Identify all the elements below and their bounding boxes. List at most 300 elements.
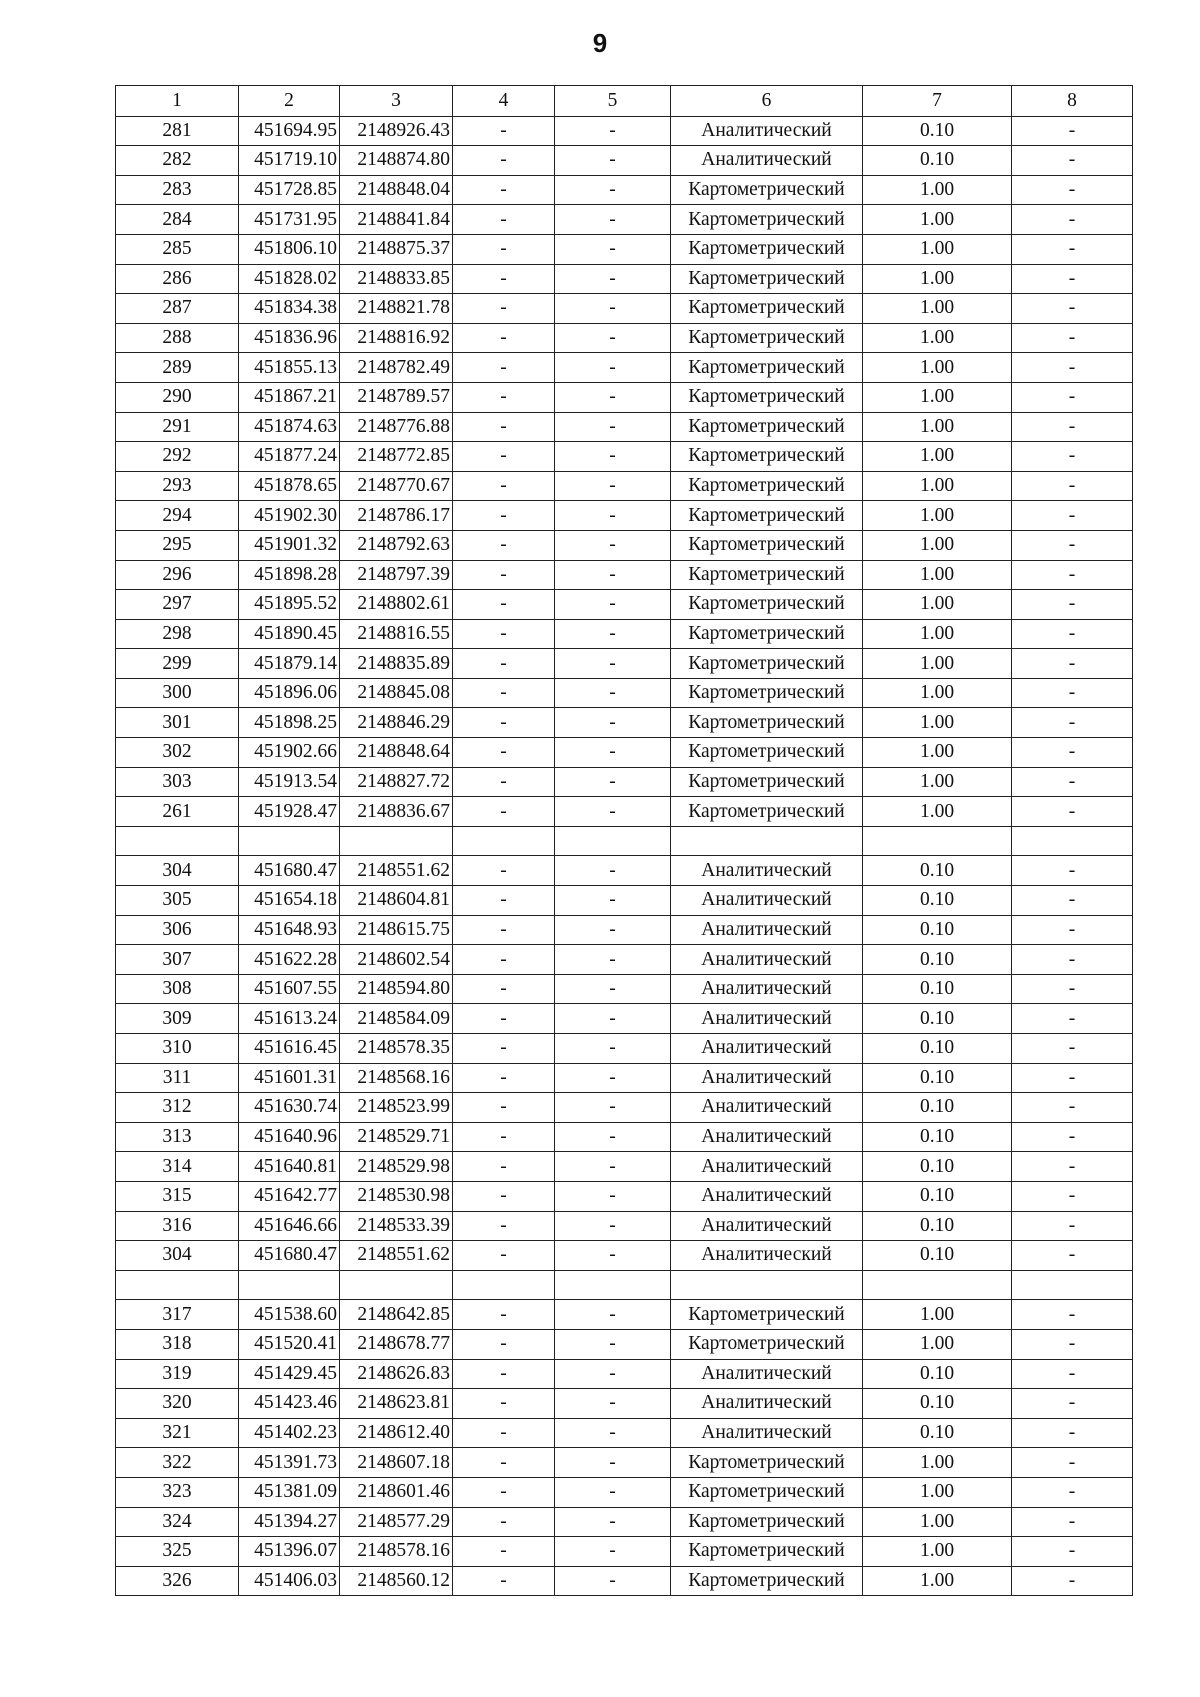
- col-5-value-cell: -: [555, 1122, 671, 1152]
- col-8-value-cell: -: [1012, 294, 1133, 324]
- table-row: [116, 826, 1133, 856]
- y-coordinate-cell: 2148560.12: [340, 1566, 453, 1596]
- col-5-value-cell: -: [555, 501, 671, 531]
- accuracy-cell: 0.10: [863, 1004, 1012, 1034]
- col-8-value-cell: -: [1012, 1122, 1133, 1152]
- table-row: [116, 590, 1133, 620]
- point-number-cell: 287: [116, 294, 239, 324]
- col-8-value-cell: -: [1012, 738, 1133, 768]
- col-8-value-cell: -: [1012, 412, 1133, 442]
- col-8-value-cell: -: [1012, 442, 1133, 472]
- x-coordinate-cell: 451654.18: [239, 886, 340, 916]
- method-cell: Аналитический: [671, 146, 863, 176]
- accuracy-cell: 1.00: [863, 353, 1012, 383]
- point-number-cell: 318: [116, 1329, 239, 1359]
- accuracy-cell: 0.10: [863, 1152, 1012, 1182]
- col-5-value-cell: -: [555, 767, 671, 797]
- accuracy-cell: 1.00: [863, 264, 1012, 294]
- col-8-value-cell: -: [1012, 1537, 1133, 1567]
- point-number-cell: 284: [116, 205, 239, 235]
- point-number-cell: 289: [116, 353, 239, 383]
- coordinates-table: [115, 85, 1133, 1596]
- x-coordinate-cell: 451867.21: [239, 382, 340, 412]
- col-4-value-cell: -: [453, 1389, 555, 1419]
- col-4-value-cell: -: [453, 1093, 555, 1123]
- accuracy-cell: 1.00: [863, 678, 1012, 708]
- col-8-value-cell: -: [1012, 234, 1133, 264]
- method-cell: Картометрический: [671, 294, 863, 324]
- col-4-value-cell: -: [453, 974, 555, 1004]
- method-cell: Аналитический: [671, 1359, 863, 1389]
- accuracy-cell: 1.00: [863, 530, 1012, 560]
- x-coordinate-cell: 451601.31: [239, 1063, 340, 1093]
- col-5-value-cell: -: [555, 1063, 671, 1093]
- x-coordinate-cell: 451828.02: [239, 264, 340, 294]
- x-coordinate-cell: 451902.30: [239, 501, 340, 531]
- col-5-value-cell: -: [555, 1152, 671, 1182]
- point-number-cell: 305: [116, 886, 239, 916]
- table-row: [116, 915, 1133, 945]
- table-row: [116, 886, 1133, 916]
- point-number-cell: 319: [116, 1359, 239, 1389]
- col-4-value-cell: -: [453, 1566, 555, 1596]
- x-coordinate-cell: 451640.81: [239, 1152, 340, 1182]
- method-cell: [671, 826, 863, 856]
- col-5-value-cell: -: [555, 116, 671, 146]
- x-coordinate-cell: 451640.96: [239, 1122, 340, 1152]
- table-row: [116, 501, 1133, 531]
- col-8-value-cell: -: [1012, 560, 1133, 590]
- x-coordinate-cell: 451895.52: [239, 590, 340, 620]
- col-8-value-cell: -: [1012, 1181, 1133, 1211]
- point-number-cell: 308: [116, 974, 239, 1004]
- col-5-value-cell: -: [555, 1300, 671, 1330]
- accuracy-cell: 1.00: [863, 1507, 1012, 1537]
- method-cell: Картометрический: [671, 797, 863, 827]
- y-coordinate-cell: 2148874.80: [340, 146, 453, 176]
- y-coordinate-cell: 2148530.98: [340, 1181, 453, 1211]
- y-coordinate-cell: 2148772.85: [340, 442, 453, 472]
- accuracy-cell: 0.10: [863, 116, 1012, 146]
- y-coordinate-cell: 2148612.40: [340, 1418, 453, 1448]
- point-number-cell: 309: [116, 1004, 239, 1034]
- accuracy-cell: 1.00: [863, 797, 1012, 827]
- col-8-value-cell: -: [1012, 1211, 1133, 1241]
- accuracy-cell: 0.10: [863, 945, 1012, 975]
- x-coordinate-cell: [239, 826, 340, 856]
- col-5-value-cell: -: [555, 323, 671, 353]
- x-coordinate-cell: 451396.07: [239, 1537, 340, 1567]
- col-8-value-cell: -: [1012, 264, 1133, 294]
- y-coordinate-cell: 2148678.77: [340, 1329, 453, 1359]
- method-cell: Аналитический: [671, 1181, 863, 1211]
- col-5-value-cell: -: [555, 471, 671, 501]
- x-coordinate-cell: 451719.10: [239, 146, 340, 176]
- accuracy-cell: 0.10: [863, 1181, 1012, 1211]
- table-header: [116, 86, 1133, 117]
- header-col-8: 8: [1012, 86, 1133, 117]
- point-number-cell: 322: [116, 1448, 239, 1478]
- accuracy-cell: 1.00: [863, 205, 1012, 235]
- point-number-cell: [116, 1270, 239, 1300]
- table-row: [116, 1122, 1133, 1152]
- method-cell: Картометрический: [671, 412, 863, 442]
- accuracy-cell: 1.00: [863, 1329, 1012, 1359]
- method-cell: Аналитический: [671, 1093, 863, 1123]
- y-coordinate-cell: 2148848.64: [340, 738, 453, 768]
- x-coordinate-cell: 451648.93: [239, 915, 340, 945]
- x-coordinate-cell: 451890.45: [239, 619, 340, 649]
- accuracy-cell: 1.00: [863, 767, 1012, 797]
- col-4-value-cell: -: [453, 116, 555, 146]
- col-5-value-cell: -: [555, 1448, 671, 1478]
- accuracy-cell: 1.00: [863, 471, 1012, 501]
- point-number-cell: 290: [116, 382, 239, 412]
- point-number-cell: 299: [116, 649, 239, 679]
- col-4-value-cell: -: [453, 1152, 555, 1182]
- col-5-value-cell: -: [555, 175, 671, 205]
- col-4-value-cell: -: [453, 1359, 555, 1389]
- method-cell: Картометрический: [671, 1537, 863, 1567]
- col-5-value-cell: -: [555, 708, 671, 738]
- y-coordinate-cell: 2148776.88: [340, 412, 453, 442]
- col-8-value-cell: -: [1012, 1566, 1133, 1596]
- col-4-value-cell: -: [453, 738, 555, 768]
- x-coordinate-cell: 451901.32: [239, 530, 340, 560]
- col-5-value-cell: -: [555, 294, 671, 324]
- point-number-cell: 304: [116, 856, 239, 886]
- y-coordinate-cell: 2148642.85: [340, 1300, 453, 1330]
- col-5-value-cell: -: [555, 530, 671, 560]
- col-8-value-cell: -: [1012, 1448, 1133, 1478]
- method-cell: Аналитический: [671, 1122, 863, 1152]
- col-4-value-cell: -: [453, 1507, 555, 1537]
- col-5-value-cell: -: [555, 590, 671, 620]
- method-cell: Картометрический: [671, 1329, 863, 1359]
- col-5-value-cell: -: [555, 205, 671, 235]
- method-cell: Аналитический: [671, 1241, 863, 1271]
- col-4-value-cell: -: [453, 767, 555, 797]
- accuracy-cell: 1.00: [863, 1537, 1012, 1567]
- point-number-cell: 304: [116, 1241, 239, 1271]
- col-4-value-cell: -: [453, 412, 555, 442]
- table-row: [116, 353, 1133, 383]
- y-coordinate-cell: 2148875.37: [340, 234, 453, 264]
- y-coordinate-cell: 2148821.78: [340, 294, 453, 324]
- y-coordinate-cell: 2148604.81: [340, 886, 453, 916]
- header-col-6: 6: [671, 86, 863, 117]
- x-coordinate-cell: [239, 1270, 340, 1300]
- accuracy-cell: 1.00: [863, 649, 1012, 679]
- table-row: [116, 146, 1133, 176]
- y-coordinate-cell: 2148846.29: [340, 708, 453, 738]
- col-4-value-cell: -: [453, 530, 555, 560]
- accuracy-cell: 1.00: [863, 234, 1012, 264]
- col-5-value-cell: -: [555, 442, 671, 472]
- table-row: [116, 412, 1133, 442]
- col-4-value-cell: -: [453, 205, 555, 235]
- method-cell: Картометрический: [671, 471, 863, 501]
- point-number-cell: 286: [116, 264, 239, 294]
- x-coordinate-cell: 451381.09: [239, 1477, 340, 1507]
- y-coordinate-cell: 2148845.08: [340, 678, 453, 708]
- col-8-value-cell: -: [1012, 1152, 1133, 1182]
- method-cell: Картометрический: [671, 353, 863, 383]
- col-4-value-cell: -: [453, 1300, 555, 1330]
- x-coordinate-cell: 451913.54: [239, 767, 340, 797]
- table-row: [116, 767, 1133, 797]
- col-8-value-cell: -: [1012, 678, 1133, 708]
- accuracy-cell: 0.10: [863, 856, 1012, 886]
- accuracy-cell: 0.10: [863, 1389, 1012, 1419]
- col-8-value-cell: [1012, 1270, 1133, 1300]
- point-number-cell: 307: [116, 945, 239, 975]
- table-row: [116, 1152, 1133, 1182]
- y-coordinate-cell: 2148551.62: [340, 1241, 453, 1271]
- point-number-cell: 311: [116, 1063, 239, 1093]
- accuracy-cell: 1.00: [863, 382, 1012, 412]
- accuracy-cell: 1.00: [863, 323, 1012, 353]
- y-coordinate-cell: 2148792.63: [340, 530, 453, 560]
- col-4-value-cell: -: [453, 590, 555, 620]
- table-row: [116, 1389, 1133, 1419]
- x-coordinate-cell: 451680.47: [239, 856, 340, 886]
- col-8-value-cell: -: [1012, 323, 1133, 353]
- accuracy-cell: 0.10: [863, 886, 1012, 916]
- table-row: [116, 264, 1133, 294]
- col-8-value-cell: -: [1012, 1300, 1133, 1330]
- table-row: [116, 560, 1133, 590]
- col-8-value-cell: -: [1012, 1034, 1133, 1064]
- point-number-cell: 303: [116, 767, 239, 797]
- col-5-value-cell: -: [555, 738, 671, 768]
- col-5-value-cell: -: [555, 382, 671, 412]
- col-5-value-cell: -: [555, 1329, 671, 1359]
- accuracy-cell: 0.10: [863, 915, 1012, 945]
- col-5-value-cell: -: [555, 1181, 671, 1211]
- x-coordinate-cell: 451878.65: [239, 471, 340, 501]
- table-row: [116, 1093, 1133, 1123]
- x-coordinate-cell: 451928.47: [239, 797, 340, 827]
- table-row: [116, 1329, 1133, 1359]
- y-coordinate-cell: 2148584.09: [340, 1004, 453, 1034]
- y-coordinate-cell: 2148827.72: [340, 767, 453, 797]
- accuracy-cell: [863, 826, 1012, 856]
- point-number-cell: 325: [116, 1537, 239, 1567]
- header-col-4: 4: [453, 86, 555, 117]
- x-coordinate-cell: 451622.28: [239, 945, 340, 975]
- x-coordinate-cell: 451613.24: [239, 1004, 340, 1034]
- accuracy-cell: 0.10: [863, 1418, 1012, 1448]
- table-row: [116, 294, 1133, 324]
- point-number-cell: 316: [116, 1211, 239, 1241]
- col-4-value-cell: -: [453, 1537, 555, 1567]
- col-4-value-cell: -: [453, 1004, 555, 1034]
- table-row: [116, 471, 1133, 501]
- method-cell: Аналитический: [671, 1389, 863, 1419]
- col-5-value-cell: -: [555, 1359, 671, 1389]
- method-cell: Картометрический: [671, 264, 863, 294]
- point-number-cell: 261: [116, 797, 239, 827]
- x-coordinate-cell: 451874.63: [239, 412, 340, 442]
- method-cell: Картометрический: [671, 1477, 863, 1507]
- col-8-value-cell: -: [1012, 353, 1133, 383]
- point-number-cell: 282: [116, 146, 239, 176]
- table-row: [116, 323, 1133, 353]
- method-cell: Картометрический: [671, 1566, 863, 1596]
- method-cell: Картометрический: [671, 590, 863, 620]
- col-5-value-cell: -: [555, 1477, 671, 1507]
- method-cell: Картометрический: [671, 1507, 863, 1537]
- table-row: [116, 1566, 1133, 1596]
- y-coordinate-cell: 2148848.04: [340, 175, 453, 205]
- table-row: [116, 1418, 1133, 1448]
- method-cell: Аналитический: [671, 1418, 863, 1448]
- col-5-value-cell: -: [555, 1004, 671, 1034]
- y-coordinate-cell: 2148601.46: [340, 1477, 453, 1507]
- col-4-value-cell: -: [453, 353, 555, 383]
- table-row: [116, 1448, 1133, 1478]
- table-row: [116, 1270, 1133, 1300]
- point-number-cell: 317: [116, 1300, 239, 1330]
- x-coordinate-cell: 451879.14: [239, 649, 340, 679]
- method-cell: Картометрический: [671, 738, 863, 768]
- table-row: [116, 530, 1133, 560]
- col-4-value-cell: -: [453, 945, 555, 975]
- col-4-value-cell: -: [453, 382, 555, 412]
- col-8-value-cell: -: [1012, 1329, 1133, 1359]
- col-5-value-cell: -: [555, 1418, 671, 1448]
- y-coordinate-cell: 2148626.83: [340, 1359, 453, 1389]
- col-4-value-cell: -: [453, 1122, 555, 1152]
- method-cell: Картометрический: [671, 708, 863, 738]
- col-8-value-cell: -: [1012, 856, 1133, 886]
- accuracy-cell: 0.10: [863, 1359, 1012, 1389]
- col-8-value-cell: -: [1012, 767, 1133, 797]
- point-number-cell: 298: [116, 619, 239, 649]
- x-coordinate-cell: 451520.41: [239, 1329, 340, 1359]
- col-4-value-cell: -: [453, 915, 555, 945]
- x-coordinate-cell: 451896.06: [239, 678, 340, 708]
- table-row: [116, 1300, 1133, 1330]
- table-row: [116, 1359, 1133, 1389]
- point-number-cell: 295: [116, 530, 239, 560]
- method-cell: Аналитический: [671, 1004, 863, 1034]
- accuracy-cell: 0.10: [863, 1063, 1012, 1093]
- table-row: [116, 649, 1133, 679]
- x-coordinate-cell: 451836.96: [239, 323, 340, 353]
- col-8-value-cell: -: [1012, 649, 1133, 679]
- col-8-value-cell: -: [1012, 116, 1133, 146]
- col-5-value-cell: -: [555, 1389, 671, 1419]
- table-row: [116, 945, 1133, 975]
- col-5-value-cell: -: [555, 945, 671, 975]
- x-coordinate-cell: 451402.23: [239, 1418, 340, 1448]
- method-cell: Картометрический: [671, 175, 863, 205]
- x-coordinate-cell: 451616.45: [239, 1034, 340, 1064]
- col-5-value-cell: -: [555, 264, 671, 294]
- col-4-value-cell: -: [453, 146, 555, 176]
- col-4-value-cell: -: [453, 1063, 555, 1093]
- col-4-value-cell: -: [453, 234, 555, 264]
- table-row: [116, 1507, 1133, 1537]
- point-number-cell: 315: [116, 1181, 239, 1211]
- method-cell: Аналитический: [671, 856, 863, 886]
- x-coordinate-cell: 451429.45: [239, 1359, 340, 1389]
- col-8-value-cell: -: [1012, 974, 1133, 1004]
- method-cell: Аналитический: [671, 1152, 863, 1182]
- x-coordinate-cell: 451646.66: [239, 1211, 340, 1241]
- table-row: [116, 1004, 1133, 1034]
- x-coordinate-cell: 451855.13: [239, 353, 340, 383]
- header-row: [116, 86, 1133, 117]
- x-coordinate-cell: 451902.66: [239, 738, 340, 768]
- col-4-value-cell: -: [453, 619, 555, 649]
- method-cell: Картометрический: [671, 767, 863, 797]
- method-cell: Аналитический: [671, 1063, 863, 1093]
- col-4-value-cell: -: [453, 294, 555, 324]
- col-4-value-cell: -: [453, 856, 555, 886]
- point-number-cell: 288: [116, 323, 239, 353]
- table-row: [116, 974, 1133, 1004]
- x-coordinate-cell: 451877.24: [239, 442, 340, 472]
- point-number-cell: 292: [116, 442, 239, 472]
- accuracy-cell: 1.00: [863, 1300, 1012, 1330]
- method-cell: Картометрический: [671, 678, 863, 708]
- col-4-value-cell: -: [453, 797, 555, 827]
- point-number-cell: 321: [116, 1418, 239, 1448]
- method-cell: Картометрический: [671, 560, 863, 590]
- y-coordinate-cell: 2148607.18: [340, 1448, 453, 1478]
- accuracy-cell: 1.00: [863, 1566, 1012, 1596]
- method-cell: Картометрический: [671, 530, 863, 560]
- col-4-value-cell: -: [453, 1241, 555, 1271]
- header-col-1: 1: [116, 86, 239, 117]
- table-row: [116, 175, 1133, 205]
- point-number-cell: 320: [116, 1389, 239, 1419]
- col-4-value-cell: -: [453, 1211, 555, 1241]
- y-coordinate-cell: 2148836.67: [340, 797, 453, 827]
- col-8-value-cell: -: [1012, 619, 1133, 649]
- table-row: [116, 1211, 1133, 1241]
- col-4-value-cell: -: [453, 708, 555, 738]
- table-row: [116, 1181, 1133, 1211]
- col-5-value-cell: -: [555, 353, 671, 383]
- col-8-value-cell: -: [1012, 708, 1133, 738]
- col-8-value-cell: -: [1012, 501, 1133, 531]
- point-number-cell: 300: [116, 678, 239, 708]
- col-5-value-cell: -: [555, 974, 671, 1004]
- method-cell: Картометрический: [671, 649, 863, 679]
- page-number: 9: [592, 28, 608, 58]
- col-4-value-cell: -: [453, 886, 555, 916]
- col-8-value-cell: -: [1012, 1507, 1133, 1537]
- method-cell: Картометрический: [671, 234, 863, 264]
- point-number-cell: 310: [116, 1034, 239, 1064]
- y-coordinate-cell: 2148623.81: [340, 1389, 453, 1419]
- col-4-value-cell: [453, 1270, 555, 1300]
- x-coordinate-cell: 451898.25: [239, 708, 340, 738]
- col-8-value-cell: -: [1012, 1004, 1133, 1034]
- point-number-cell: 296: [116, 560, 239, 590]
- y-coordinate-cell: 2148833.85: [340, 264, 453, 294]
- x-coordinate-cell: 451391.73: [239, 1448, 340, 1478]
- accuracy-cell: 1.00: [863, 738, 1012, 768]
- method-cell: Картометрический: [671, 619, 863, 649]
- y-coordinate-cell: 2148577.29: [340, 1507, 453, 1537]
- col-8-value-cell: -: [1012, 1359, 1133, 1389]
- y-coordinate-cell: 2148835.89: [340, 649, 453, 679]
